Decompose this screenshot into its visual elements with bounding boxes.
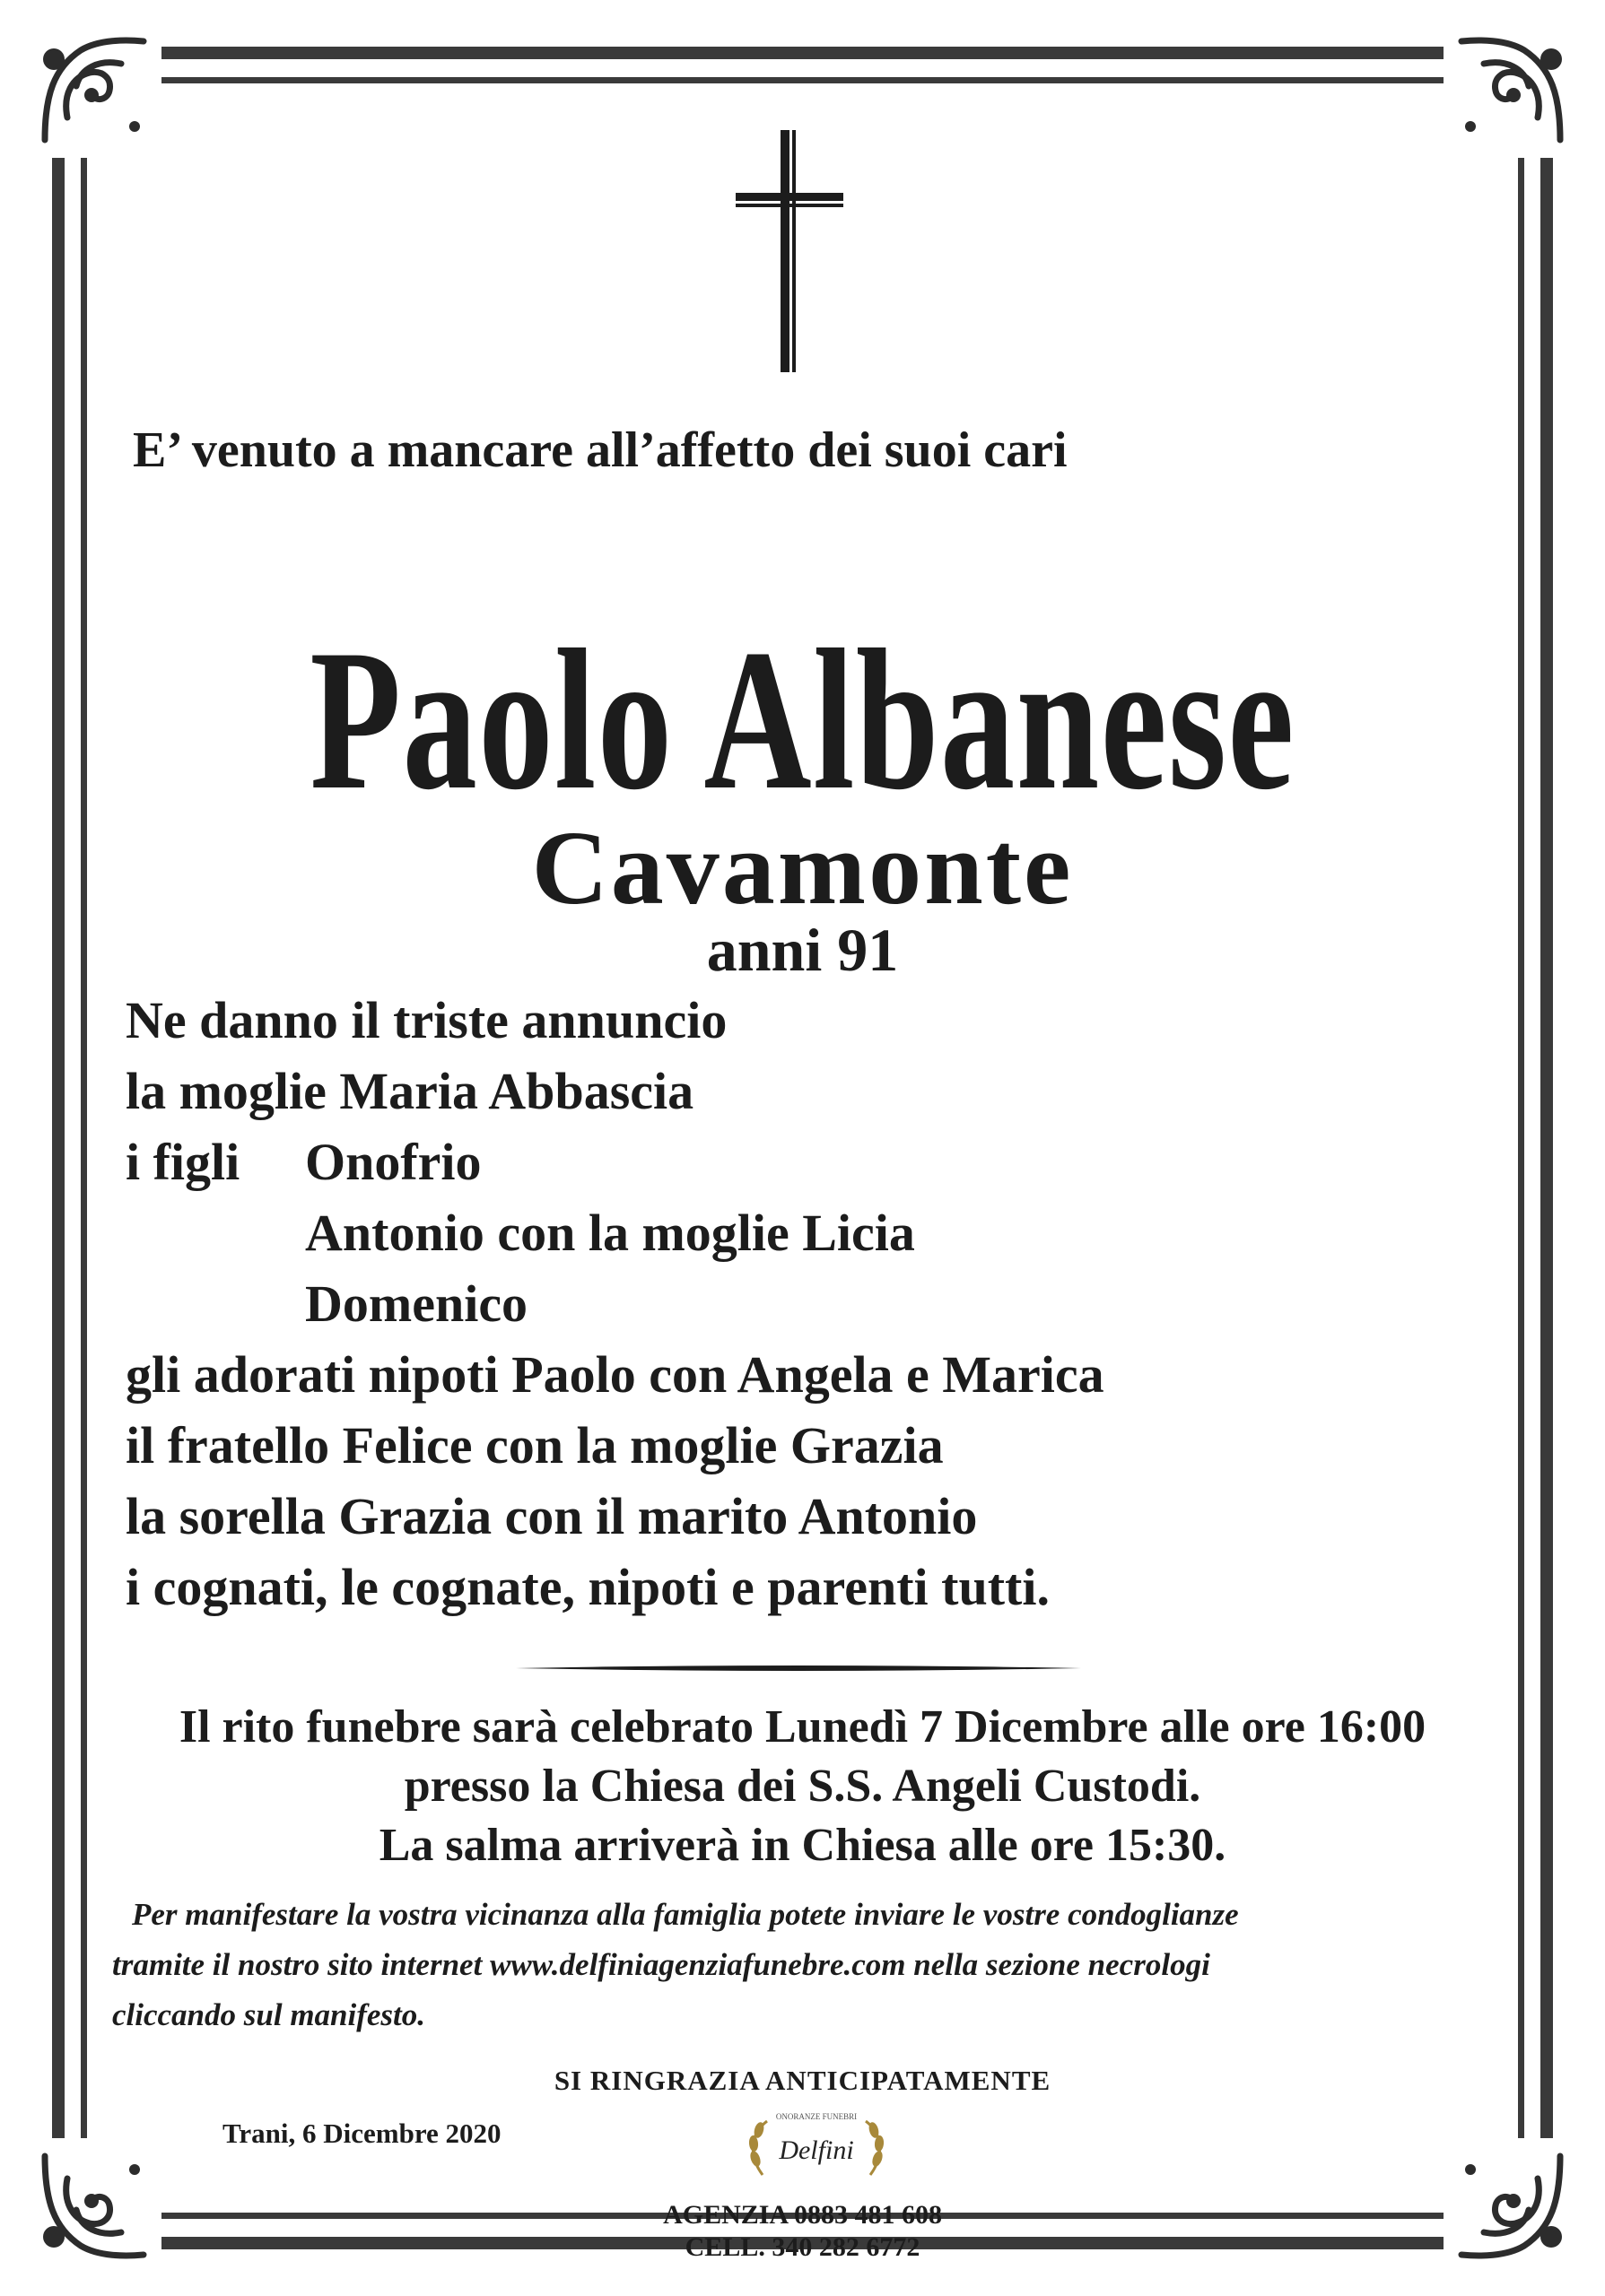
rite-line: Il rito funebre sarà celebrato Lunedì 7 Dicembre alle ore 16:00	[179, 1701, 1426, 1752]
family-line: Ne danno il triste annuncio	[126, 991, 728, 1049]
agency-contacts	[0, 2199, 1605, 2264]
family-line: la sorella Grazia con il marito Antonio	[126, 1487, 978, 1545]
corner-ornament-icon	[27, 23, 161, 158]
place-date: Trani, 6 Dicembre 2020	[222, 2118, 502, 2149]
cell-phone-line	[0, 2231, 1605, 2264]
family-list	[126, 985, 1104, 1622]
logo-caption: ONORANZE FUNEBRI	[775, 2112, 858, 2121]
logo-name: Delfini	[779, 2135, 854, 2165]
family-line: la moglie Maria Abbascia	[126, 1062, 694, 1120]
agency-phone-line	[0, 2199, 1605, 2231]
condolences-line: Per manifestare la vostra vicinanza alla famiglia potete inviare le vostre condoglianze	[132, 1897, 1239, 1932]
family-line: il fratello Felice con la moglie Grazia	[126, 1416, 944, 1474]
family-line: i cognati, le cognate, nipoti e parenti tutti.	[126, 1558, 1050, 1616]
corner-ornament-icon	[1444, 23, 1578, 158]
agency-label: AGENZIA	[663, 2200, 788, 2230]
family-line: gli adorati nipoti Paolo con Angela e Marica	[126, 1345, 1104, 1404]
divider	[516, 1660, 1081, 1667]
child-name: Onofrio	[305, 1133, 482, 1191]
rite-line: La salma arriverà in Chiesa alle ore 15:30.	[379, 1820, 1226, 1871]
cell-label: CELL.	[685, 2232, 765, 2262]
children-label: i figli	[126, 1133, 240, 1191]
children-line	[126, 1126, 1104, 1197]
thanks-text: SI RINGRAZIA ANTICIPATAMENTE	[554, 2065, 1051, 2096]
deceased-name: Paolo Albanese	[310, 607, 1295, 831]
child-name: Domenico	[305, 1274, 528, 1333]
funeral-details	[0, 1698, 1605, 1875]
condolences-line: tramite il nostro sito internet www.delfiniagenziafunebre.com nella sezione necrologi	[112, 1947, 1210, 1982]
intro-text: E’ venuto a mancare all’affetto dei suoi cari	[133, 422, 1068, 478]
cross-icon	[736, 130, 843, 372]
deceased-age: anni 91	[706, 916, 899, 984]
rite-line: presso la Chiesa dei S.S. Angeli Custodi.	[404, 1761, 1201, 1812]
deceased-nickname: Cavamonte	[531, 809, 1074, 926]
cell-phone: 340 282 6772	[772, 2232, 920, 2262]
condolences-line: cliccando sul manifesto.	[112, 1997, 426, 2032]
agency-logo	[736, 2103, 897, 2193]
child-name: Antonio con la moglie Licia	[305, 1204, 915, 1262]
condolences-note	[112, 1890, 1503, 2040]
agency-phone: 0883 481 608	[793, 2200, 942, 2230]
